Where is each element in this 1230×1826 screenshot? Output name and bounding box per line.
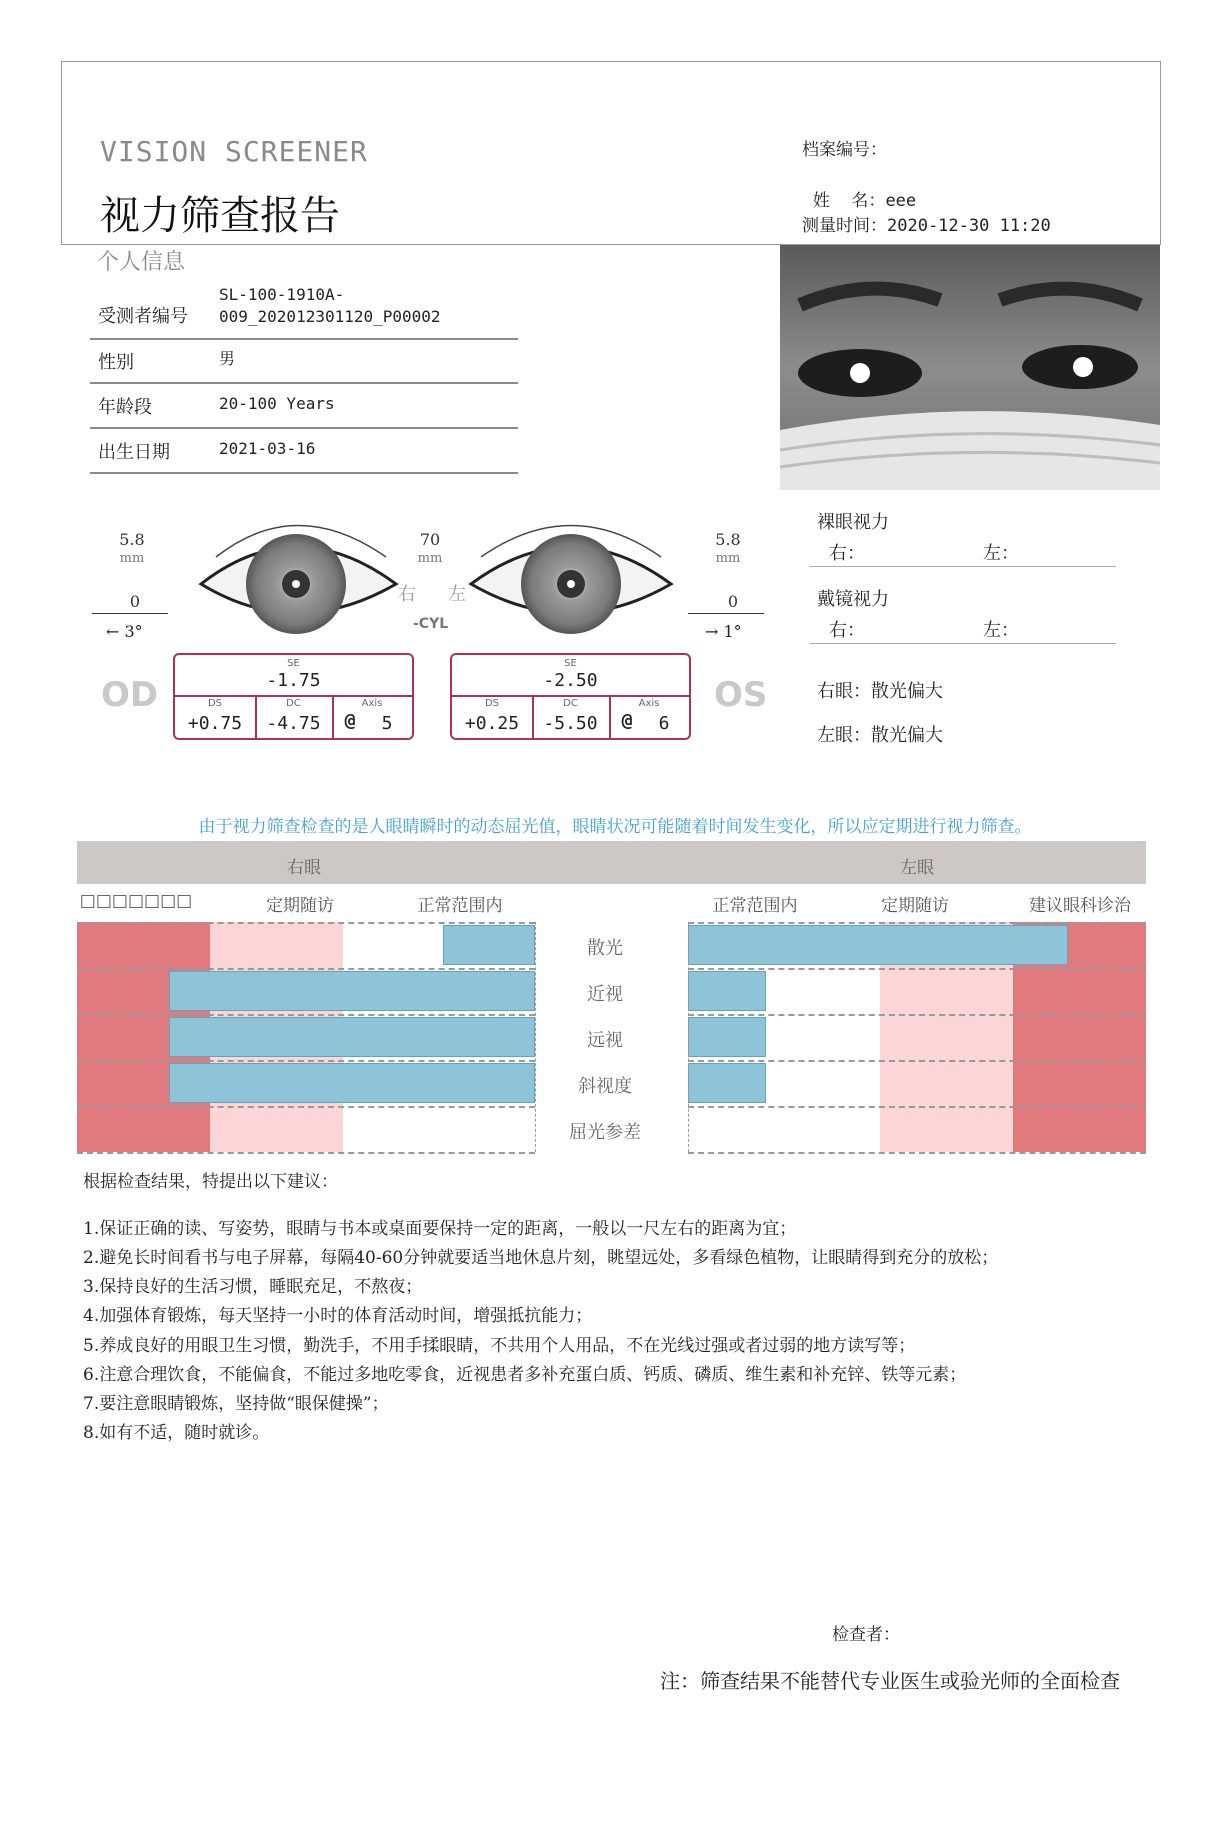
od-deviation-line — [92, 613, 168, 614]
bar — [443, 925, 535, 965]
info-label: 受测者编号 — [98, 306, 188, 327]
row-divider — [77, 1152, 535, 1154]
row-divider — [77, 968, 535, 970]
zone-band — [77, 968, 210, 1014]
right-eye-header-label: 右眼 — [287, 858, 321, 878]
zone-band — [688, 1060, 880, 1106]
glasses-right-label: 右： — [829, 620, 865, 641]
category-label: 屈光参差 — [569, 1122, 641, 1143]
info-value: 2021-03-16 — [219, 439, 316, 458]
advice-title: 根据检查结果，特提出以下建议： — [83, 1172, 338, 1192]
zone-band — [77, 1106, 210, 1152]
advice-item: 2.避免长时间看书与电子屏幕，每隔40-60分钟就要适当地休息片刻，眺望远处，多看绿色植物，让眼睛得到充分的放松； — [83, 1248, 999, 1268]
row-divider — [688, 1014, 1146, 1016]
eye-photo-image — [780, 245, 1160, 490]
info-label: 年龄段 — [98, 397, 152, 418]
panel-edge — [688, 922, 689, 1152]
cyl-label: -CYL — [413, 616, 449, 632]
info-row-birth-date — [90, 427, 518, 474]
zone-band — [77, 922, 210, 968]
advice-item: 4.加强体育锻炼，每天坚持一小时的体育活动时间，增强抵抗能力； — [83, 1306, 593, 1326]
name-label: 姓 名： — [812, 191, 886, 211]
info-value-line1: SL-100-1910A- — [219, 285, 345, 304]
measure-time-field — [802, 211, 1051, 236]
right-eye-drawing — [201, 526, 396, 635]
od-box-divider — [175, 695, 412, 697]
od-pupil-unit: mm — [119, 551, 145, 566]
zone-band — [688, 1106, 880, 1152]
zone-band — [210, 1106, 343, 1152]
zone-band — [343, 922, 535, 968]
left-column-label: 定期随访 — [881, 896, 949, 916]
zone-band — [343, 1106, 535, 1152]
naked-right-label: 右： — [829, 543, 865, 564]
disclaimer: 注：筛查结果不能替代专业医生或验光师的全面检查 — [660, 1669, 1120, 1693]
zone-band — [210, 968, 343, 1014]
left-eye-header-label: 左眼 — [900, 858, 934, 878]
info-value: 20-100 Years — [219, 394, 335, 413]
bar — [688, 1017, 766, 1057]
brand-name: VISION SCREENER — [100, 135, 368, 168]
pd-value: 70 — [419, 530, 441, 549]
zone-band — [688, 968, 880, 1014]
bar — [688, 1063, 766, 1103]
advice-item: 5.养成良好的用眼卫生习惯，勤洗手，不用手揉眼睛，不共用个人用品，不在光线过强或者过弱的地方读写等； — [83, 1336, 916, 1356]
zone-band — [880, 1060, 1013, 1106]
zone-band — [77, 1060, 210, 1106]
os-pupil-unit: mm — [715, 551, 741, 566]
row-divider — [688, 968, 1146, 970]
bar — [688, 925, 1068, 965]
zone-band — [210, 922, 343, 968]
left-eye-drawing — [471, 526, 671, 635]
os-dc-label: DC — [563, 698, 578, 709]
os-deviation-line — [688, 613, 764, 614]
os-deviation: 0 — [727, 592, 739, 611]
right-column-label: □□□□□□□ — [79, 891, 193, 911]
category-label: 远视 — [587, 1030, 623, 1051]
od-dc-label: DC — [286, 698, 301, 709]
zone-band — [1013, 1106, 1146, 1152]
zone-band — [343, 1014, 535, 1060]
od-se-label: SE — [287, 658, 300, 669]
glasses-vision-line — [810, 643, 1116, 644]
measure-time-value: 2020-12-30 11:20 — [887, 216, 1051, 236]
row-divider — [77, 1060, 535, 1062]
od-axis-label: Axis — [361, 698, 383, 709]
report-title: 视力筛查报告 — [100, 193, 340, 239]
os-dc-value: -5.50 — [543, 713, 598, 734]
zone-band — [688, 922, 880, 968]
os-se-label: SE — [564, 658, 577, 669]
zone-band — [210, 1060, 343, 1106]
row-divider — [77, 1014, 535, 1016]
os-axis-label: Axis — [638, 698, 660, 709]
zone-band — [343, 968, 535, 1014]
os-ds-value: +0.25 — [464, 713, 520, 734]
od-at-symbol: @ — [344, 710, 356, 731]
info-row-gender — [90, 338, 518, 384]
bar — [169, 1017, 535, 1057]
advice-item: 3.保持良好的生活习惯，睡眠充足，不熬夜； — [83, 1277, 423, 1297]
left-side-label: 左 — [448, 584, 466, 605]
os-axis-value: 6 — [658, 713, 670, 734]
info-value-line2: 009_202012301120_P00002 — [219, 307, 441, 326]
personal-info-title: 个人信息 — [97, 250, 186, 275]
row-divider — [688, 1060, 1146, 1062]
advice-item: 8.如有不适，随时就诊。 — [83, 1423, 270, 1443]
os-at-symbol: @ — [621, 710, 633, 731]
od-prescription-box — [173, 653, 414, 740]
eyes-illustration — [196, 512, 756, 647]
zone-band — [1013, 1014, 1146, 1060]
record-no-field — [802, 135, 887, 160]
right-side-label: 右 — [398, 584, 416, 605]
left-column-label: 正常范围内 — [712, 896, 798, 916]
pd-unit: mm — [417, 551, 443, 566]
advice-item: 7.要注意眼睛锻炼，坚持做“眼保健操”； — [83, 1394, 389, 1414]
info-row-age-range — [90, 382, 518, 429]
advice-item: 1.保证正确的读、写姿势，眼睛与书本或桌面要保持一定的距离，一般以一尺左右的距离为宜； — [83, 1219, 797, 1239]
od-deviation: 0 — [129, 592, 141, 611]
os-label: OS — [714, 675, 768, 715]
os-se-value: -2.50 — [543, 670, 598, 691]
bar — [169, 1063, 535, 1103]
zone-band — [1013, 968, 1146, 1014]
zone-band — [77, 1014, 210, 1060]
screening-notice: 由于视力筛查检查的是人眼睛瞬时的动态屈光值，眼睛状况可能随着时间发生变化，所以应定期进行视力筛查。 — [198, 817, 1032, 837]
zone-band — [880, 1106, 1013, 1152]
left-column-label: 建议眼科诊治 — [1029, 896, 1131, 916]
right-column-label: 定期随访 — [266, 896, 334, 916]
right-eye-note: 右眼：散光偏大 — [817, 681, 943, 702]
category-label: 斜视度 — [578, 1076, 632, 1097]
zone-band — [880, 968, 1013, 1014]
inspector-label: 检查者： — [832, 1625, 900, 1645]
panel-edge — [535, 922, 536, 1152]
info-label: 出生日期 — [98, 442, 170, 463]
row-divider — [77, 1106, 535, 1108]
naked-left-label: 左： — [983, 543, 1019, 564]
zone-band — [1013, 1060, 1146, 1106]
row-divider — [77, 922, 535, 924]
row-divider — [688, 1106, 1146, 1108]
zone-band — [688, 1014, 880, 1060]
record-no-label: 档案编号： — [802, 140, 887, 160]
os-box-divider — [452, 695, 689, 697]
info-row-subject-id — [90, 282, 518, 340]
chart-eye-header — [77, 841, 1146, 884]
category-label: 近视 — [587, 984, 623, 1005]
od-dc-value: -4.75 — [266, 713, 321, 734]
left-eye-note: 左眼：散光偏大 — [817, 725, 943, 746]
glasses-vision-label: 戴镜视力 — [817, 589, 889, 610]
od-ds-value: +0.75 — [187, 713, 243, 734]
od-ds-label: DS — [207, 698, 223, 709]
right-column-label: 正常范围内 — [417, 896, 503, 916]
os-gaze: → 1° — [705, 622, 742, 641]
info-value: 男 — [219, 349, 236, 368]
zone-band — [210, 1014, 343, 1060]
naked-vision-line — [810, 566, 1116, 567]
zone-band — [880, 1014, 1013, 1060]
os-pupil-size: 5.8 — [715, 530, 741, 549]
bar — [169, 971, 535, 1011]
od-se-value: -1.75 — [266, 670, 321, 691]
bar — [688, 971, 766, 1011]
eye-photo — [780, 245, 1160, 490]
glasses-left-label: 左： — [983, 620, 1019, 641]
od-pupil-size: 5.8 — [119, 530, 145, 549]
measure-time-label: 测量时间： — [802, 216, 887, 236]
naked-vision-label: 裸眼视力 — [817, 512, 889, 533]
advice-item: 6.注意合理饮食，不能偏食，不能过多地吃零食，近视患者多补充蛋白质、钙质、磷质、维生素和补充锌、铁等元素； — [83, 1365, 967, 1385]
name-field — [802, 166, 916, 211]
od-label: OD — [101, 675, 159, 715]
zone-band — [1013, 922, 1146, 968]
zone-band — [343, 1060, 535, 1106]
info-label: 性别 — [98, 352, 134, 373]
zone-band — [880, 922, 1013, 968]
od-gaze: ← 3° — [106, 622, 143, 641]
od-axis-value: 5 — [381, 713, 393, 734]
category-label: 散光 — [587, 938, 623, 959]
row-divider — [688, 922, 1146, 924]
row-divider — [688, 1152, 1146, 1154]
os-prescription-box — [450, 653, 691, 740]
os-ds-label: DS — [484, 698, 500, 709]
name-value: eee — [885, 191, 917, 211]
